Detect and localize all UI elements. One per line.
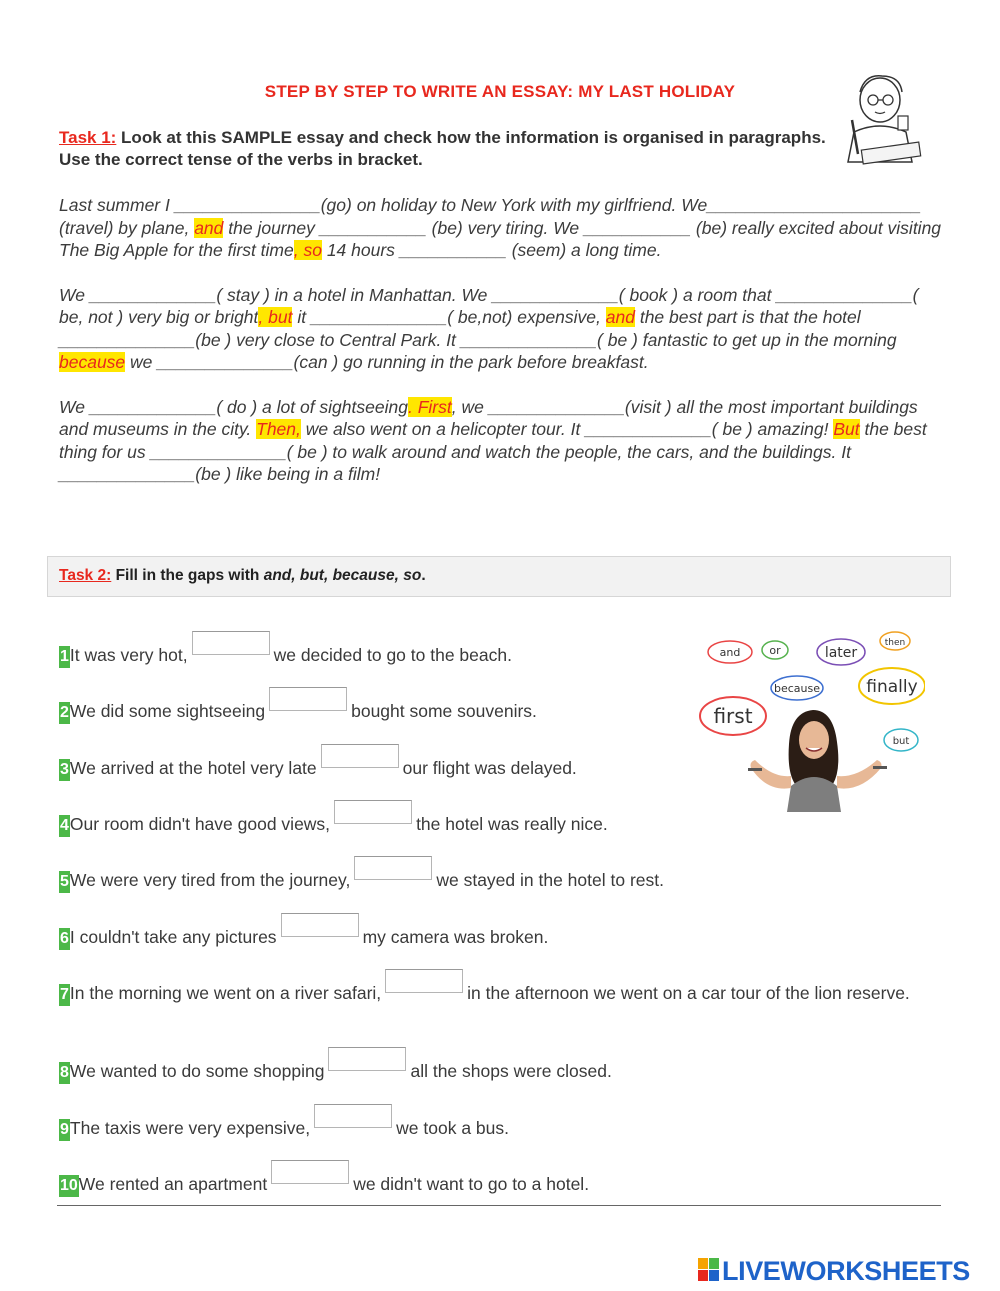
highlighted-connector: But [833, 419, 860, 439]
sentence-end: bought some souvenirs. [351, 701, 537, 721]
sentence-end: the hotel was really nice. [416, 814, 608, 834]
bubble-or: or [769, 644, 781, 657]
essay-paragraph-3 [59, 396, 944, 486]
sentence-end: our flight was delayed. [402, 758, 577, 778]
highlighted-connector: because [59, 352, 126, 372]
highlighted-connector: and [605, 307, 635, 327]
essay-text: We _____________( stay ) in a hotel in Manhattan. We _____________( book ) a room that ______________( be, not ) very big or bright [59, 284, 919, 327]
highlighted-connector: , so [293, 240, 322, 260]
bubble-but: but [892, 736, 910, 747]
essay-text: the best part is that the hotel ______________(be ) very close to Central Park. It ______________( be ) fantastic to get up in the morning [59, 307, 897, 350]
girl-word-bubbles-illustration [695, 628, 925, 818]
answer-gap-input[interactable] [334, 800, 412, 824]
answer-gap-input[interactable] [192, 631, 270, 655]
item-number: 4 [59, 815, 70, 837]
essay-text: 14 hours ___________ (seem) a long time. [321, 240, 662, 260]
bubble-because: because [773, 682, 821, 695]
answer-gap-input[interactable] [354, 856, 432, 880]
exercise-item-6 [59, 913, 939, 950]
essay-text: We _____________( do ) a lot of sightseeing [59, 396, 408, 417]
essay-paragraph-2 [59, 284, 944, 374]
answer-gap-input[interactable] [321, 744, 399, 768]
sentence-end: all the shops were closed. [410, 1061, 612, 1081]
item-number: 7 [59, 984, 70, 1006]
teacher-writing-illustration [832, 70, 932, 170]
exercise-item-5 [59, 856, 939, 893]
essay-text: it ______________( be,not) expensive, [292, 307, 606, 327]
liveworksheets-logo[interactable] [698, 1256, 970, 1287]
task2-label: Task 2: [59, 567, 112, 584]
sample-essay [59, 194, 944, 508]
essay-text: the best thing for us ______________( be ) to walk around and watch the people, the cars, and the buildings. It ______________(be ) like being in a film! [59, 419, 927, 484]
item-number: 3 [59, 759, 70, 781]
logo-text: LIVEWORKSHEETS [722, 1256, 970, 1286]
sentence-start: We were very tired from the journey, [69, 870, 351, 890]
item-number: 10 [59, 1175, 79, 1197]
sentence-start: We wanted to do some shopping [69, 1061, 325, 1081]
sentence-start: We rented an apartment [78, 1174, 268, 1194]
sentence-start: Our room didn't have good views, [69, 814, 331, 834]
task2-text: Fill in the gaps with [111, 567, 264, 584]
item-number: 6 [59, 928, 70, 950]
highlighted-connector: , but [258, 307, 293, 327]
answer-gap-input[interactable] [385, 969, 463, 993]
bubble-then: then [884, 638, 906, 648]
sentence-end: we decided to go to the beach. [273, 645, 512, 665]
sentence-start: We arrived at the hotel very late [69, 758, 317, 778]
item-number: 2 [59, 702, 70, 724]
task2-instructions [59, 567, 426, 585]
sentence-start: The taxis were very expensive, [69, 1118, 311, 1138]
task2-words: and, but, because, so [263, 567, 422, 584]
item-number: 1 [59, 646, 70, 668]
exercise-item-9 [59, 1104, 939, 1141]
bubble-first: first [713, 704, 753, 728]
sentence-end: in the afternoon we went on a car tour of the lion reserve. [467, 983, 910, 1003]
answer-gap-input[interactable] [271, 1160, 349, 1184]
exercise-item-7 [59, 969, 939, 1006]
bubble-finally: finally [866, 677, 918, 697]
sentence-start: We did some sightseeing [69, 701, 266, 721]
task2-end: . [421, 567, 426, 584]
highlighted-connector: and [194, 217, 224, 238]
exercise-item-8 [59, 1047, 939, 1084]
essay-text: , we ______________(visit ) all the most important buildings and museums in the city. [59, 396, 918, 439]
essay-text: we also went on a helicopter tour. It _____________( be ) amazing! [300, 419, 834, 439]
sentence-start: In the morning we went on a river safari, [69, 983, 382, 1003]
liveworksheets-logo-icon [698, 1258, 720, 1282]
essay-text: we ______________(can ) go running in the park before breakfast. [125, 352, 649, 372]
bubble-and: and [719, 646, 741, 659]
sentence-end: we took a bus. [396, 1118, 510, 1138]
task1-label: Task 1: [59, 128, 117, 147]
answer-gap-input[interactable] [269, 687, 347, 711]
answer-gap-input[interactable] [314, 1104, 392, 1128]
task1-text: Look at this SAMPLE essay and check how the information is organised in paragraphs. Use the correct tense of the verbs in bracket. [59, 128, 826, 169]
item-number: 5 [59, 871, 70, 893]
sentence-end: we stayed in the hotel to rest. [436, 870, 664, 890]
essay-text: Last summer I _______________(go) on holiday to New York with my girlfriend. We______________________ (travel) by plane, [59, 195, 922, 238]
sentence-start: I couldn't take any pictures [69, 927, 277, 947]
sentence-end: we didn't want to go to a hotel. [353, 1174, 590, 1194]
sentence-end: my camera was broken. [362, 927, 549, 947]
essay-paragraph-1 [59, 194, 944, 262]
answer-gap-input[interactable] [281, 913, 359, 937]
page-title: STEP BY STEP TO WRITE AN ESSAY: MY LAST HOLIDAY [264, 82, 736, 101]
answer-gap-input[interactable] [328, 1047, 406, 1071]
item-number: 8 [59, 1062, 70, 1084]
essay-text: the journey ___________ (be) very tiring. We ___________ (be) really excited about visiting The Big Apple for the first time [59, 217, 942, 260]
highlighted-connector: . First [407, 396, 452, 417]
footer-divider [57, 1205, 941, 1206]
highlighted-connector: Then, [256, 419, 301, 439]
sentence-start: It was very hot, [69, 645, 188, 665]
item-number: 9 [59, 1119, 70, 1141]
bubble-later: later [824, 645, 858, 661]
exercise-item-10 [59, 1160, 939, 1197]
task1-instructions [59, 127, 839, 171]
